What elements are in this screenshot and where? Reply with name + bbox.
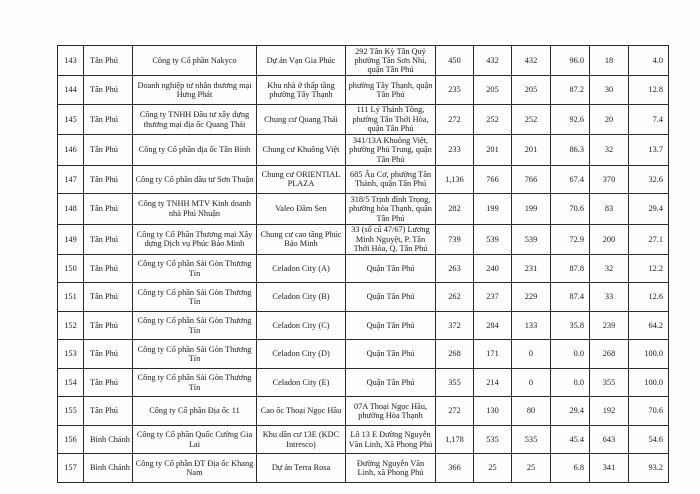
percent-remaining-cell: 29.4 bbox=[629, 194, 669, 224]
percent-remaining-cell: 12.6 bbox=[629, 283, 669, 311]
company-name-cell: Công ty Cổ phần Quốc Cường Gia Lai bbox=[133, 425, 257, 453]
project-name-cell: Chung cư Quang Thái bbox=[257, 104, 346, 134]
units-a-cell: 240 bbox=[474, 254, 512, 282]
percent-b-cell: 45.4 bbox=[551, 425, 590, 453]
units-remaining-cell: 32 bbox=[590, 135, 629, 165]
company-name-cell: Công ty Cổ phần Sài Gòn Thương Tín bbox=[133, 311, 257, 339]
percent-b-cell: 92.6 bbox=[551, 104, 590, 134]
units-a-cell: 432 bbox=[474, 46, 512, 76]
total-units-cell: 1,136 bbox=[436, 165, 474, 193]
units-remaining-cell: 643 bbox=[590, 425, 629, 453]
units-b-cell: 231 bbox=[512, 254, 551, 282]
units-remaining-cell: 33 bbox=[590, 283, 629, 311]
total-units-cell: 372 bbox=[436, 311, 474, 339]
percent-remaining-cell: 100.0 bbox=[629, 340, 669, 368]
company-name-cell: Công ty Cổ phần Nakyco bbox=[133, 46, 257, 76]
company-name-cell: Công ty Cổ Phần Thương mại Xây dựng Dịch vụ Phúc Bảo Minh bbox=[133, 224, 257, 254]
units-remaining-cell: 32 bbox=[590, 254, 629, 282]
total-units-cell: 355 bbox=[436, 368, 474, 396]
district-cell: Tân Phú bbox=[84, 194, 133, 224]
units-remaining-cell: 268 bbox=[590, 340, 629, 368]
table-row bbox=[58, 104, 669, 134]
percent-remaining-cell: 27.1 bbox=[629, 224, 669, 254]
project-name-cell: Celadon City (D) bbox=[257, 340, 346, 368]
table-row bbox=[58, 135, 669, 165]
row-number-cell: 156 bbox=[58, 425, 84, 453]
units-a-cell: 205 bbox=[474, 76, 512, 104]
units-remaining-cell: 239 bbox=[590, 311, 629, 339]
units-b-cell: 229 bbox=[512, 283, 551, 311]
row-number-cell: 144 bbox=[58, 76, 84, 104]
units-b-cell: 80 bbox=[512, 397, 551, 425]
address-cell: 685 Âu Cơ, phường Tân Thành, quận Tân Phú bbox=[346, 165, 436, 193]
units-b-cell: 535 bbox=[512, 425, 551, 453]
total-units-cell: 235 bbox=[436, 76, 474, 104]
district-cell: Tân Phú bbox=[84, 135, 133, 165]
table-row bbox=[58, 425, 669, 453]
units-remaining-cell: 18 bbox=[590, 46, 629, 76]
district-cell: Tân Phú bbox=[84, 368, 133, 396]
percent-remaining-cell: 32.6 bbox=[629, 165, 669, 193]
company-name-cell: Công ty Cổ phần Sài Gòn Thương Tín bbox=[133, 340, 257, 368]
table-row bbox=[58, 340, 669, 368]
address-cell: Quận Tân Phú bbox=[346, 368, 436, 396]
table-body bbox=[58, 46, 669, 483]
percent-b-cell: 35.8 bbox=[551, 311, 590, 339]
project-name-cell: Chung cư ORIENTIAL PLAZA bbox=[257, 165, 346, 193]
district-cell: Tân Phú bbox=[84, 224, 133, 254]
percent-b-cell: 86.3 bbox=[551, 135, 590, 165]
company-name-cell: Doanh nghiệp tư nhân thương mại Hưng Phát bbox=[133, 76, 257, 104]
row-number-cell: 157 bbox=[58, 454, 84, 483]
units-a-cell: 171 bbox=[474, 340, 512, 368]
percent-b-cell: 87.2 bbox=[551, 76, 590, 104]
units-b-cell: 0 bbox=[512, 340, 551, 368]
address-cell: Đường Nguyễn Văn Linh, xã Phong Phú bbox=[346, 454, 436, 483]
district-cell: Tân Phú bbox=[84, 283, 133, 311]
units-remaining-cell: 200 bbox=[590, 224, 629, 254]
address-cell: Quận Tân Phú bbox=[346, 254, 436, 282]
units-a-cell: 252 bbox=[474, 104, 512, 134]
row-number-cell: 150 bbox=[58, 254, 84, 282]
percent-remaining-cell: 64.2 bbox=[629, 311, 669, 339]
units-b-cell: 432 bbox=[512, 46, 551, 76]
project-name-cell: Cao ốc Thoại Ngọc Hầu bbox=[257, 397, 346, 425]
units-a-cell: 535 bbox=[474, 425, 512, 453]
units-a-cell: 201 bbox=[474, 135, 512, 165]
housing-projects-table bbox=[57, 45, 669, 483]
row-number-cell: 153 bbox=[58, 340, 84, 368]
table-row bbox=[58, 224, 669, 254]
units-remaining-cell: 83 bbox=[590, 194, 629, 224]
row-number-cell: 146 bbox=[58, 135, 84, 165]
units-b-cell: 133 bbox=[512, 311, 551, 339]
project-name-cell: Celadon City (E) bbox=[257, 368, 346, 396]
total-units-cell: 272 bbox=[436, 104, 474, 134]
percent-b-cell: 29.4 bbox=[551, 397, 590, 425]
project-name-cell: Chung cư cao tầng Phúc Bảo Minh bbox=[257, 224, 346, 254]
percent-b-cell: 87.4 bbox=[551, 283, 590, 311]
district-cell: Tân Phú bbox=[84, 311, 133, 339]
percent-remaining-cell: 93.2 bbox=[629, 454, 669, 483]
total-units-cell: 739 bbox=[436, 224, 474, 254]
table-row bbox=[58, 397, 669, 425]
units-b-cell: 199 bbox=[512, 194, 551, 224]
address-cell: Lô 13 E Đường Nguyễn Văn Linh, Xã Phong Phú bbox=[346, 425, 436, 453]
units-b-cell: 252 bbox=[512, 104, 551, 134]
district-cell: Bình Chánh bbox=[84, 454, 133, 483]
address-cell: 341/13A Khuông Việt, phường Phú Trung, quận Tân Phú bbox=[346, 135, 436, 165]
project-name-cell: Celadon City (C) bbox=[257, 311, 346, 339]
address-cell: Quận Tân Phú bbox=[346, 340, 436, 368]
company-name-cell: Công ty Cổ phần Sài Gòn Thương Tín bbox=[133, 283, 257, 311]
units-b-cell: 25 bbox=[512, 454, 551, 483]
project-name-cell: Khu nhà ở thấp tầng phường Tây Thạnh bbox=[257, 76, 346, 104]
project-name-cell: Dự án Terra Rosa bbox=[257, 454, 346, 483]
percent-b-cell: 70.6 bbox=[551, 194, 590, 224]
company-name-cell: Công ty Cổ phần Sài Gòn Thương Tín bbox=[133, 254, 257, 282]
total-units-cell: 263 bbox=[436, 254, 474, 282]
address-cell: phường Tây Thạnh, quận Tân Phú bbox=[346, 76, 436, 104]
table-row bbox=[58, 194, 669, 224]
table-row bbox=[58, 46, 669, 76]
district-cell: Tân Phú bbox=[84, 165, 133, 193]
table-row bbox=[58, 311, 669, 339]
percent-remaining-cell: 12.8 bbox=[629, 76, 669, 104]
total-units-cell: 272 bbox=[436, 397, 474, 425]
table-row bbox=[58, 165, 669, 193]
address-cell: 33 (số cũ 47/67) Lương Minh Nguyệt, P. Tân Thới Hòa, Q. Tân Phú bbox=[346, 224, 436, 254]
row-number-cell: 155 bbox=[58, 397, 84, 425]
units-remaining-cell: 30 bbox=[590, 76, 629, 104]
company-name-cell: Công ty Cổ phần Địa ốc 11 bbox=[133, 397, 257, 425]
address-cell: 292 Tân Kỳ Tân Quý phường Tân Sơn Nhì, quận Tân Phú bbox=[346, 46, 436, 76]
address-cell: Quận Tân Phú bbox=[346, 311, 436, 339]
row-number-cell: 152 bbox=[58, 311, 84, 339]
units-a-cell: 284 bbox=[474, 311, 512, 339]
units-b-cell: 0 bbox=[512, 368, 551, 396]
project-name-cell: Celadon City (A) bbox=[257, 254, 346, 282]
percent-b-cell: 67.4 bbox=[551, 165, 590, 193]
table-row bbox=[58, 283, 669, 311]
units-a-cell: 539 bbox=[474, 224, 512, 254]
district-cell: Tân Phú bbox=[84, 104, 133, 134]
district-cell: Bình Chánh bbox=[84, 425, 133, 453]
units-remaining-cell: 20 bbox=[590, 104, 629, 134]
row-number-cell: 151 bbox=[58, 283, 84, 311]
table-row bbox=[58, 254, 669, 282]
row-number-cell: 147 bbox=[58, 165, 84, 193]
project-name-cell: Chung cư Khuông Việt bbox=[257, 135, 346, 165]
units-b-cell: 205 bbox=[512, 76, 551, 104]
total-units-cell: 268 bbox=[436, 340, 474, 368]
percent-b-cell: 0.0 bbox=[551, 368, 590, 396]
row-number-cell: 154 bbox=[58, 368, 84, 396]
percent-remaining-cell: 13.7 bbox=[629, 135, 669, 165]
units-b-cell: 201 bbox=[512, 135, 551, 165]
units-a-cell: 25 bbox=[474, 454, 512, 483]
district-cell: Tân Phú bbox=[84, 340, 133, 368]
table-row bbox=[58, 368, 669, 396]
units-a-cell: 199 bbox=[474, 194, 512, 224]
percent-remaining-cell: 54.6 bbox=[629, 425, 669, 453]
units-a-cell: 214 bbox=[474, 368, 512, 396]
project-name-cell: Khu dân cư 13E (KDC Intresco) bbox=[257, 425, 346, 453]
units-remaining-cell: 192 bbox=[590, 397, 629, 425]
units-remaining-cell: 341 bbox=[590, 454, 629, 483]
units-a-cell: 237 bbox=[474, 283, 512, 311]
units-a-cell: 766 bbox=[474, 165, 512, 193]
company-name-cell: Công ty Cổ phần ĐT Địa ốc Khang Nam bbox=[133, 454, 257, 483]
district-cell: Tân Phú bbox=[84, 397, 133, 425]
units-a-cell: 130 bbox=[474, 397, 512, 425]
percent-remaining-cell: 12.2 bbox=[629, 254, 669, 282]
total-units-cell: 282 bbox=[436, 194, 474, 224]
percent-remaining-cell: 100.0 bbox=[629, 368, 669, 396]
address-cell: 318/5 Trịnh đình Trọng, phường hòa Thạnh, quận Tân Phú bbox=[346, 194, 436, 224]
percent-b-cell: 6.8 bbox=[551, 454, 590, 483]
table-row bbox=[58, 76, 669, 104]
project-name-cell: Dự án Vạn Gia Phúc bbox=[257, 46, 346, 76]
percent-b-cell: 87.8 bbox=[551, 254, 590, 282]
units-remaining-cell: 355 bbox=[590, 368, 629, 396]
project-name-cell: Valeo Đầm Sen bbox=[257, 194, 346, 224]
percent-b-cell: 0.0 bbox=[551, 340, 590, 368]
address-cell: Quận Tân Phú bbox=[346, 283, 436, 311]
units-b-cell: 539 bbox=[512, 224, 551, 254]
row-number-cell: 149 bbox=[58, 224, 84, 254]
row-number-cell: 148 bbox=[58, 194, 84, 224]
company-name-cell: Công ty Cổ phần đầu tư Sơn Thuận bbox=[133, 165, 257, 193]
row-number-cell: 143 bbox=[58, 46, 84, 76]
district-cell: Tân Phú bbox=[84, 254, 133, 282]
total-units-cell: 1,178 bbox=[436, 425, 474, 453]
total-units-cell: 262 bbox=[436, 283, 474, 311]
percent-b-cell: 96.0 bbox=[551, 46, 590, 76]
total-units-cell: 450 bbox=[436, 46, 474, 76]
percent-remaining-cell: 4.0 bbox=[629, 46, 669, 76]
project-name-cell: Celadon City (B) bbox=[257, 283, 346, 311]
table-row bbox=[58, 454, 669, 483]
district-cell: Tân Phú bbox=[84, 76, 133, 104]
total-units-cell: 233 bbox=[436, 135, 474, 165]
percent-remaining-cell: 7.4 bbox=[629, 104, 669, 134]
row-number-cell: 145 bbox=[58, 104, 84, 134]
total-units-cell: 366 bbox=[436, 454, 474, 483]
units-b-cell: 766 bbox=[512, 165, 551, 193]
percent-remaining-cell: 70.6 bbox=[629, 397, 669, 425]
units-remaining-cell: 370 bbox=[590, 165, 629, 193]
company-name-cell: Công ty TNHH Đầu tư xây dựng thương mại địa ốc Quang Thái bbox=[133, 104, 257, 134]
company-name-cell: Công ty Cổ phần địa ốc Tân Bình bbox=[133, 135, 257, 165]
percent-b-cell: 72.9 bbox=[551, 224, 590, 254]
district-cell: Tân Phú bbox=[84, 46, 133, 76]
address-cell: 111 Lý Thánh Tông, phường Tân Thới Hòa, quận Tân Phú bbox=[346, 104, 436, 134]
address-cell: 07A Thoại Ngọc Hầu, phường Hòa Thạnh bbox=[346, 397, 436, 425]
company-name-cell: Công ty Cổ phần Sài Gòn Thương Tín bbox=[133, 368, 257, 396]
company-name-cell: Công ty TNHH MTV Kinh doanh nhà Phú Nhuận bbox=[133, 194, 257, 224]
